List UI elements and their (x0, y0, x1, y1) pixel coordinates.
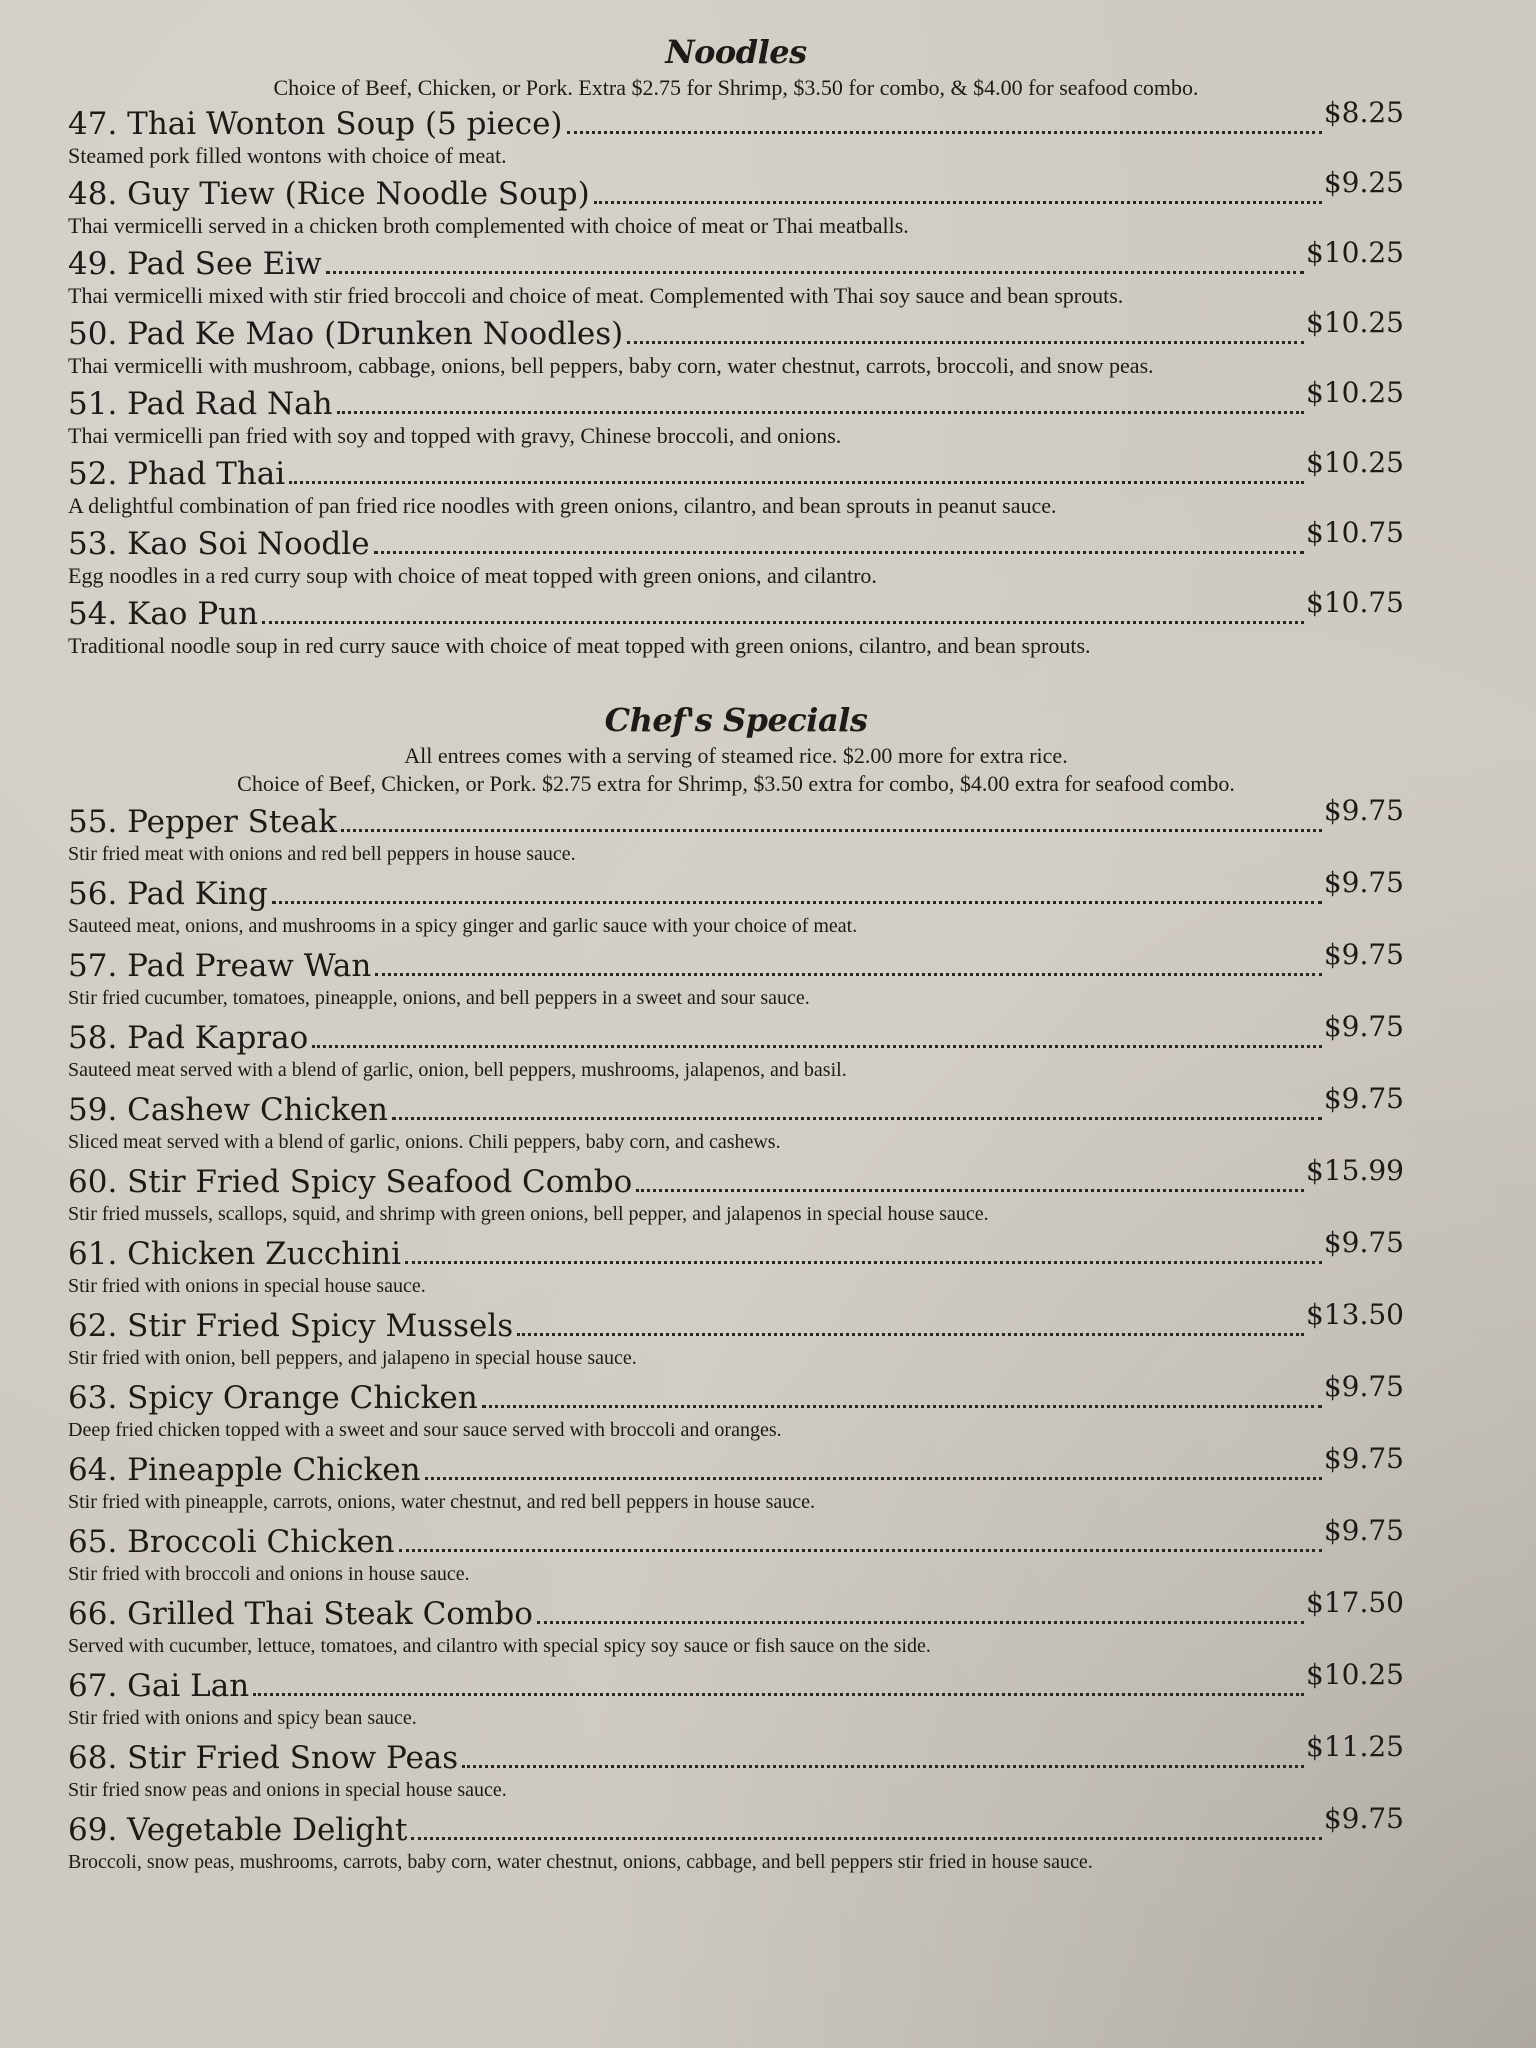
menu-item (68, 1730, 1404, 1804)
menu-item (68, 794, 1404, 868)
dotted-leader (636, 1189, 1304, 1192)
item-name: 69. Vegetable Delight (68, 1812, 408, 1848)
menu-item (68, 938, 1404, 1012)
dotted-leader (253, 1693, 1304, 1696)
item-description: Thai vermicelli with mushroom, cabbage, onions, bell peppers, baby corn, water chestnut, carrots, broccoli, and snow peas. (68, 353, 1154, 378)
item-price: $9.75 (1323, 938, 1404, 971)
item-name: 56. Pad King (68, 876, 268, 912)
item-name: 64. Pineapple Chicken (68, 1452, 421, 1488)
item-price: $9.75 (1323, 1370, 1404, 1403)
item-description: Egg noodles in a red curry soup with choice of meat topped with green onions, and cilantro. (68, 563, 877, 588)
item-price: $9.75 (1323, 1226, 1404, 1259)
menu-item (68, 96, 1404, 170)
item-description: A delightful combination of pan fried rice noodles with green onions, cilantro, and bean sprouts in peanut sauce. (68, 493, 1057, 518)
dotted-leader (289, 481, 1304, 484)
item-name: 55. Pepper Steak (68, 804, 337, 840)
item-price: $9.25 (1323, 166, 1404, 199)
item-description: Broccoli, snow peas, mushrooms, carrots, baby corn, water chestnut, onions, cabbage, and bell peppers stir fried in house sauce. (68, 1851, 1093, 1873)
dotted-leader (341, 829, 1322, 832)
menu-item (68, 236, 1404, 310)
item-description: Traditional noodle soup in red curry sauce with choice of meat topped with green onions, cilantro, and bean sprouts. (68, 633, 1091, 658)
menu-item (68, 1226, 1404, 1300)
item-name: 60. Stir Fried Spicy Seafood Combo (68, 1164, 633, 1200)
menu-item (68, 1514, 1404, 1588)
dotted-leader (374, 551, 1304, 554)
item-price: $15.99 (1306, 1154, 1404, 1187)
specials-note-choice: Choice of Beef, Chicken, or Pork. $2.75 extra for Shrimp, $3.50 extra for combo, $4.00 extra for seafood combo. (237, 771, 1235, 796)
dotted-leader (594, 201, 1322, 204)
item-name: 52. Phad Thai (68, 456, 286, 492)
menu-page (68, 30, 1404, 1878)
dotted-leader (392, 1117, 1322, 1120)
item-description: Stir fried snow peas and onions in special house sauce. (68, 1779, 507, 1801)
dotted-leader (405, 1261, 1322, 1264)
menu-item (68, 586, 1404, 660)
noodles-list (68, 96, 1404, 660)
item-price: $9.75 (1323, 866, 1404, 899)
item-name: 59. Cashew Chicken (68, 1092, 389, 1128)
item-name: 57. Pad Preaw Wan (68, 948, 372, 984)
item-price: $13.50 (1306, 1298, 1404, 1331)
item-description: Stir fried cucumber, tomatoes, pineapple, onions, and bell peppers in a sweet and sour sauce. (68, 987, 810, 1009)
menu-item (68, 1586, 1404, 1660)
item-price: $9.75 (1323, 1802, 1404, 1835)
noodles-section (68, 30, 1404, 660)
item-description: Thai vermicelli served in a chicken broth complemented with choice of meat or Thai meatballs. (68, 213, 909, 238)
item-name: 49. Pad See Eiw (68, 246, 322, 282)
item-price: $10.75 (1306, 516, 1404, 549)
dotted-leader (399, 1549, 1322, 1552)
menu-item (68, 1802, 1404, 1876)
menu-item (68, 1658, 1404, 1732)
dotted-leader (337, 411, 1304, 414)
item-price: $8.25 (1323, 96, 1404, 129)
item-description: Steamed pork filled wontons with choice of meat. (68, 143, 507, 168)
item-description: Thai vermicelli pan fried with soy and topped with gravy, Chinese broccoli, and onions. (68, 423, 842, 448)
item-price: $10.25 (1306, 376, 1404, 409)
menu-item (68, 1298, 1404, 1372)
item-name: 54. Kao Pun (68, 596, 259, 632)
item-description: Stir fried mussels, scallops, squid, and shrimp with green onions, bell pepper, and jalapenos in special house sauce. (68, 1203, 989, 1225)
item-price: $11.25 (1306, 1730, 1404, 1763)
noodles-note: Choice of Beef, Chicken, or Pork. Extra $2.75 for Shrimp, $3.50 for combo, & $4.00 for seafood combo. (273, 75, 1199, 100)
specials-title: Chef's Specials (604, 701, 868, 739)
item-name: 65. Broccoli Chicken (68, 1524, 395, 1560)
item-description: Sliced meat served with a blend of garlic, onions. Chili peppers, baby corn, and cashews. (68, 1131, 781, 1153)
item-description: Deep fried chicken topped with a sweet and sour sauce served with broccoli and oranges. (68, 1419, 782, 1441)
item-price: $10.75 (1306, 586, 1404, 619)
item-name: 62. Stir Fried Spicy Mussels (68, 1308, 514, 1344)
item-description: Stir fried with onions in special house sauce. (68, 1275, 426, 1297)
item-name: 47. Thai Wonton Soup (5 piece) (68, 106, 563, 142)
dotted-leader (567, 131, 1322, 134)
menu-item (68, 866, 1404, 940)
menu-item (68, 166, 1404, 240)
item-name: 61. Chicken Zucchini (68, 1236, 402, 1272)
item-price: $9.75 (1323, 1082, 1404, 1115)
menu-item (68, 376, 1404, 450)
menu-item (68, 306, 1404, 380)
menu-item (68, 1010, 1404, 1084)
item-price: $10.25 (1306, 306, 1404, 339)
item-description: Stir fried with pineapple, carrots, onions, water chestnut, and red bell peppers in house sauce. (68, 1491, 816, 1513)
dotted-leader (482, 1405, 1322, 1408)
item-description: Sauteed meat served with a blend of garlic, onion, bell peppers, mushrooms, jalapenos, and basil. (68, 1059, 847, 1081)
menu-item (68, 516, 1404, 590)
dotted-leader (326, 271, 1304, 274)
item-price: $9.75 (1323, 1514, 1404, 1547)
item-price: $10.25 (1306, 1658, 1404, 1691)
item-name: 58. Pad Kaprao (68, 1020, 309, 1056)
item-price: $9.75 (1323, 1442, 1404, 1475)
item-description: Stir fried with onions and spicy bean sauce. (68, 1707, 417, 1729)
chefs-specials-section (68, 698, 1404, 1876)
item-description: Sauteed meat, onions, and mushrooms in a spicy ginger and garlic sauce with your choice of meat. (68, 915, 858, 937)
dotted-leader (312, 1045, 1322, 1048)
item-description: Stir fried with broccoli and onions in house sauce. (68, 1563, 470, 1585)
item-description: Stir fried meat with onions and red bell peppers in house sauce. (68, 843, 576, 865)
item-name: 68. Stir Fried Snow Peas (68, 1740, 459, 1776)
item-name: 67. Gai Lan (68, 1668, 250, 1704)
menu-item (68, 1154, 1404, 1228)
item-name: 50. Pad Ke Mao (Drunken Noodles) (68, 316, 624, 352)
item-description: Served with cucumber, lettuce, tomatoes, and cilantro with special spicy soy sauce or fish sauce on the side. (68, 1635, 931, 1657)
specials-note-rice: All entrees comes with a serving of steamed rice. $2.00 more for extra rice. (404, 743, 1068, 768)
noodles-title: Noodles (665, 33, 807, 71)
item-price: $17.50 (1306, 1586, 1404, 1619)
item-name: 53. Kao Soi Noodle (68, 526, 370, 562)
item-description: Thai vermicelli mixed with stir fried broccoli and choice of meat. Complemented with Thai soy sauce and bean sprouts. (68, 283, 1124, 308)
dotted-leader (517, 1333, 1304, 1336)
menu-item (68, 446, 1404, 520)
item-name: 51. Pad Rad Nah (68, 386, 333, 422)
item-name: 63. Spicy Orange Chicken (68, 1380, 478, 1416)
item-name: 48. Guy Tiew (Rice Noodle Soup) (68, 176, 590, 212)
dotted-leader (537, 1621, 1304, 1624)
item-price: $9.75 (1323, 1010, 1404, 1043)
dotted-leader (462, 1765, 1304, 1768)
menu-item (68, 1442, 1404, 1516)
dotted-leader (272, 901, 1322, 904)
item-price: $10.25 (1306, 446, 1404, 479)
item-description: Stir fried with onion, bell peppers, and jalapeno in special house sauce. (68, 1347, 637, 1369)
item-price: $10.25 (1306, 236, 1404, 269)
dotted-leader (425, 1477, 1322, 1480)
menu-item (68, 1082, 1404, 1156)
item-price: $9.75 (1323, 794, 1404, 827)
dotted-leader (411, 1837, 1321, 1840)
dotted-leader (375, 973, 1322, 976)
item-name: 66. Grilled Thai Steak Combo (68, 1596, 533, 1632)
menu-item (68, 1370, 1404, 1444)
dotted-leader (262, 621, 1304, 624)
specials-list (68, 794, 1404, 1876)
dotted-leader (627, 341, 1304, 344)
